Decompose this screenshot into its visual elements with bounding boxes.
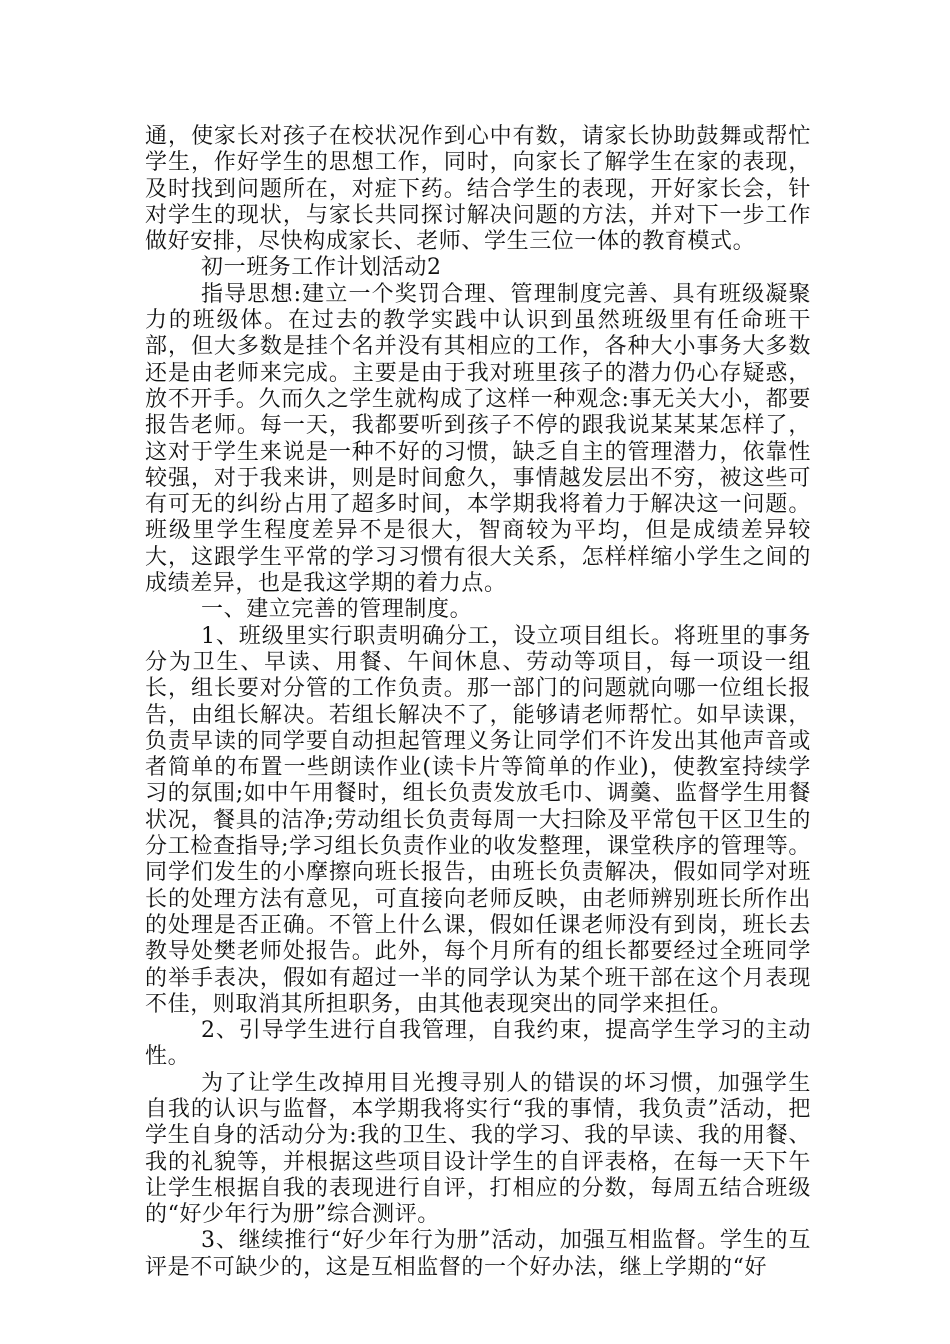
paragraph-self-management: 2、引导学生进行自我管理，自我约束，提高学生学习的主动性。 (145, 1018, 811, 1070)
paragraph-home-school-communication: 通，使家长对孩子在校状况作到心中有数，请家长协助鼓舞或帮忙学生，作好学生的思想工作，同时，向家长了解学生在家的表现，及时找到问题所在，对症下药。结合学生的表现，开好家长会，针对学生的现状，与家长共同探讨解决问题的方法，并对下一步工作做好安排，尽快构成家长、老师、学生三位一体的教育模式。 (145, 124, 811, 255)
paragraph-division-of-duties: 1、班级里实行职责明确分工，设立项目组长。将班里的事务分为卫生、早读、用餐、午间休息、劳动等项目，每一项设一组长，组长要对分管的工作负责。那一部门的问题就向哪一位组长报告，由组长解决。若组长解决不了，能够请老师帮忙。如早读课，负责早读的同学要自动担起管理义务让同学们不许发出其他声音或者简单的布置一些朗读作业(读卡片等简单的作业)，使教室持续学习的氛围;如中午用餐时，组长负责发放毛巾、调羹、监督学生用餐状况，餐具的洁净;劳动组长负责每周一大扫除及平常包干区卫生的分工检查指导;学习组长负责作业的收发整理，课堂秩序的管理等。同学们发生的小摩擦向班长报告，由班长负责解决，假如同学对班长的处理方法有意见，可直接向老师反映，由老师辨别班长所作出的处理是否正确。不管上什么课，假如任课老师没有到岗，班长去教导处樊老师处报告。此外，每个月所有的组长都要经过全班同学的举手表决，假如有超过一半的同学认为某个班干部在这个月表现不佳，则取消其所担职务，由其他表现突出的同学来担任。 (145, 623, 811, 1017)
paragraph-self-evaluation: 为了让学生改掉用目光搜寻别人的错误的坏习惯，加强学生自我的认识与监督，本学期我将实行“我的事情，我负责”活动，把学生自身的活动分为:我的卫生、我的学习、我的早读、我的用餐、我的礼貌等，并根据这些项目设计学生的自评表格，在每一天下午让学生根据自我的表现进行自评，打相应的分数，每周五结合班级的“好少年行为册”综合测评。 (145, 1070, 811, 1228)
paragraph-mutual-supervision: 3、继续推行“好少年行为册”活动，加强互相监督。学生的互评是不可缺少的，这是互相监督的一个好办法，继上学期的“好 (145, 1228, 811, 1280)
section-title-plan-2: 初一班务工作计划活动2 (201, 255, 442, 281)
paragraph-guiding-ideas: 指导思想:建立一个奖罚合理、管理制度完善、具有班级凝聚力的班级体。在过去的教学实践中认识到虽然班级里有任命班干部，但大多数是挂个名并没有其相应的工作，各种大小事务大多数还是由老师来完成。主要是由于我对班里孩子的潜力仍心存疑惑，放不开手。久而久之学生就构成了这样一种观念:事无关大小，都要报告老师。每一天，我都要听到孩子不停的跟我说某某某怎样了，这对于学生来说是一种不好的习惯，缺乏自主的管理潜力，依靠性较强，对于我来讲，则是时间愈久，事情越发层出不穷，被这些可有可无的纠纷占用了超多时间，本学期我将着力于解决这一问题。班级里学生程度差异不是很大，智商较为平均，但是成绩差异较大，这跟学生平常的学习习惯有很大关系，怎样样缩小学生之间的成绩差异，也是我这学期的着力点。 (145, 281, 811, 597)
heading-management-system: 一、建立完善的管理制度。 (201, 597, 473, 623)
document-body (145, 124, 811, 1281)
